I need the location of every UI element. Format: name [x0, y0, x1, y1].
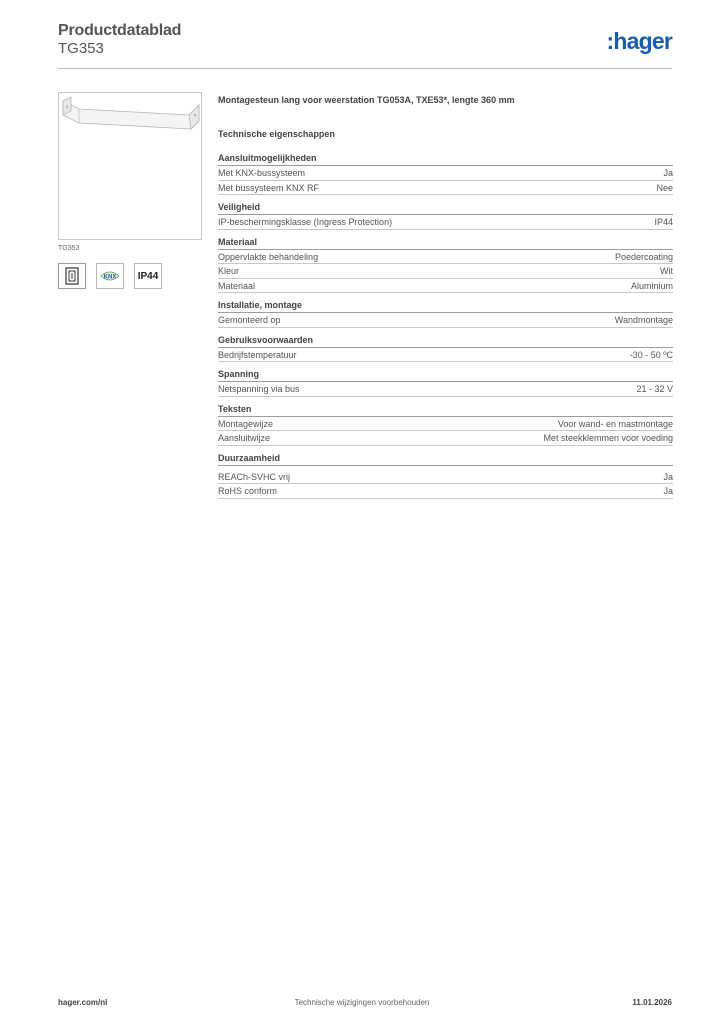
section-title: Aansluitmogelijkheden	[218, 153, 673, 166]
spec-row	[218, 348, 673, 363]
section-title: Gebruiksvoorwaarden	[218, 335, 673, 348]
footer-website[interactable]: hager.com/nl	[58, 998, 108, 1007]
section-title: Veiligheid	[218, 202, 673, 215]
spec-value: Wit	[660, 266, 673, 276]
section-title: Materiaal	[218, 237, 673, 250]
spec-row	[218, 279, 673, 294]
spec-section	[218, 369, 673, 397]
spec-section	[218, 335, 673, 363]
footer-notice: Technische wijzigingen voorbehouden	[294, 998, 430, 1007]
spec-value: Ja	[663, 486, 673, 496]
spec-row	[218, 264, 673, 279]
spec-label: Aansluitwijze	[218, 433, 271, 443]
badge-row	[58, 263, 162, 289]
spec-value: Ja	[663, 168, 673, 178]
spec-label: Materiaal	[218, 280, 256, 291]
section-title: Spanning	[218, 369, 673, 382]
spec-value: Ja	[663, 471, 673, 482]
section-title: Duurzaamheid	[218, 453, 673, 466]
device-outline-icon	[58, 263, 86, 289]
spec-row	[218, 431, 673, 446]
spec-label: Met bussysteem KNX RF	[218, 182, 320, 193]
spec-section	[218, 300, 673, 328]
spec-value: Aluminium	[630, 280, 673, 291]
spec-label: Montagewijze	[218, 418, 274, 429]
knx-logo-icon	[96, 263, 124, 289]
spec-row	[218, 166, 673, 181]
spec-value: Met steekklemmen voor voeding	[543, 433, 673, 443]
bracket-illustration	[59, 93, 203, 241]
section-title: Teksten	[218, 404, 673, 417]
knx-logo-text: KNX	[103, 274, 117, 281]
spec-section	[218, 202, 673, 230]
product-code: TG353	[58, 40, 104, 57]
spec-value: Poedercoating	[614, 251, 673, 262]
spec-section	[218, 237, 673, 294]
spec-label: Kleur	[218, 266, 240, 276]
spec-label: Netspanning via bus	[218, 384, 300, 394]
product-image	[58, 92, 202, 240]
header-divider	[58, 68, 672, 69]
hager-logo: :hager	[606, 28, 672, 54]
spec-label: IP-beschermingsklasse (Ingress Protection)	[218, 217, 393, 227]
spec-label: Gemonteerd op	[218, 315, 281, 325]
spec-value: Nee	[656, 182, 673, 193]
ip-rating-icon: IP44	[134, 263, 162, 289]
spec-label: REACh-SVHC vrij	[218, 471, 291, 482]
spec-row	[218, 215, 673, 230]
spec-value: 21 - 32 V	[636, 384, 673, 394]
product-description: Montagesteun lang voor weerstation TG053A, TXE53*, lengte 360 mm	[218, 95, 515, 105]
spec-row	[218, 181, 673, 196]
spec-content	[218, 95, 673, 506]
spec-value: Voor wand- en mastmontage	[557, 418, 673, 429]
spec-section	[218, 153, 673, 195]
spec-section	[218, 453, 673, 499]
page-title: Productdatablad	[58, 22, 182, 39]
footer-date: 11.01.2026	[632, 998, 672, 1007]
spec-value: Wandmontage	[614, 315, 673, 325]
spec-value: IP44	[654, 217, 673, 227]
spec-row	[218, 313, 673, 328]
spec-label: Met KNX-bussysteem	[218, 168, 306, 178]
spec-row	[218, 417, 673, 432]
specs-subtitle: Technische eigenschappen	[218, 129, 335, 139]
spec-row	[218, 484, 673, 499]
spec-row	[218, 382, 673, 397]
spec-value: -30 - 50 ºC	[629, 349, 673, 360]
logo-text: hager	[613, 28, 672, 54]
image-caption: TG353	[58, 245, 80, 252]
spec-section	[218, 404, 673, 446]
spec-row	[218, 250, 673, 265]
spec-label: Bedrijfstemperatuur	[218, 349, 297, 360]
spec-row	[218, 470, 673, 485]
spec-label: RoHS conform	[218, 486, 278, 496]
section-title: Installatie, montage	[218, 300, 673, 313]
spec-label: Oppervlakte behandeling	[218, 251, 319, 262]
